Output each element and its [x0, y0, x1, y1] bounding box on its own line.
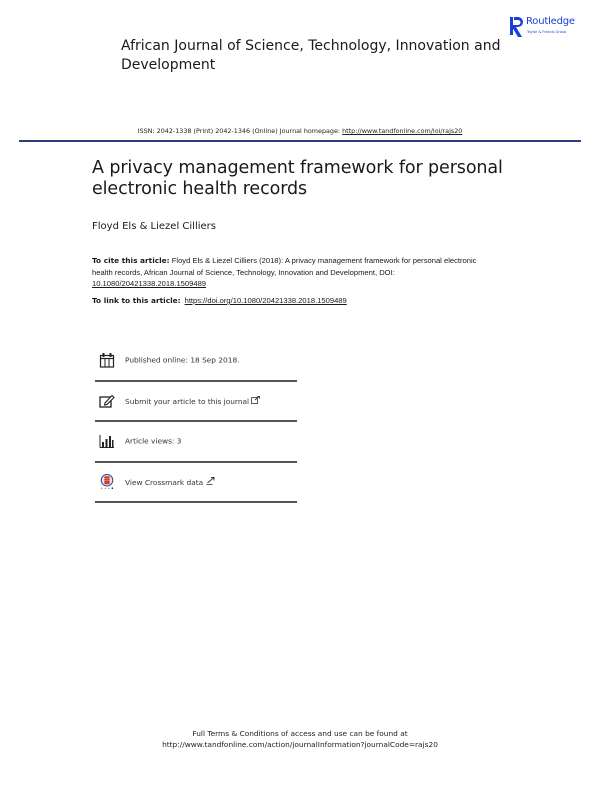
journal-homepage-link[interactable]: http://www.tandfonline.com/loi/rajs20: [342, 127, 463, 135]
link-label: To link to this article:: [92, 296, 181, 305]
submit-article-row[interactable]: [96, 381, 297, 421]
bar-chart-icon: [99, 433, 115, 449]
terms-footer: [0, 728, 600, 750]
row-separator: [95, 501, 297, 503]
external-link-icon: [251, 396, 260, 404]
issn-line: [0, 127, 600, 135]
journal-title: African Journal of Science, Technology, Innovation and Development: [121, 38, 501, 73]
calendar-icon: [99, 352, 115, 368]
article-views-row: [96, 421, 297, 461]
published-online-text: Published online: 18 Sep 2018.: [125, 355, 240, 365]
article-authors: Floyd Els & Liezel Cilliers: [92, 221, 216, 232]
submit-article-link[interactable]: [125, 396, 260, 406]
publisher-name: Routledge: [526, 16, 575, 27]
doi-link[interactable]: 10.1080/20421338.2018.1509489: [92, 279, 207, 288]
citation-block: [92, 255, 492, 290]
article-url-link[interactable]: https://doi.org/10.1080/20421338.2018.1509489: [184, 296, 347, 305]
header-divider: [19, 140, 581, 142]
article-title: A privacy management framework for personal electronic health records: [92, 158, 503, 199]
submit-article-text: Submit your article to this journal: [125, 397, 250, 406]
published-online-row: [96, 340, 297, 380]
terms-url[interactable]: http://www.tandfonline.com/action/journalInformation?journalCode=rajs20: [162, 740, 438, 749]
edit-icon: [99, 393, 115, 409]
external-link-icon: [206, 477, 215, 485]
terms-text: Full Terms & Conditions of access and use can be found at: [192, 729, 408, 738]
crossmark-text: View Crossmark data: [125, 478, 204, 487]
routledge-r-icon: [510, 15, 524, 39]
cite-text: Floyd Els & Liezel Cilliers (2018): A privacy management framework for personal electronic health records, African Journal of Science, Technology, Innovation and Development, DOI:: [92, 256, 477, 277]
publisher-tagline: Taylor & Francis Group: [527, 30, 567, 34]
article-views-text: Article views: 3: [125, 436, 182, 446]
issn-text: ISSN: 2042-1338 (Print) 2042-1346 (Online) Journal homepage:: [137, 127, 343, 135]
crossmark-icon: [99, 474, 115, 490]
cite-label: To cite this article:: [92, 256, 170, 265]
crossmark-link[interactable]: [125, 477, 215, 487]
crossmark-row[interactable]: [96, 462, 297, 502]
routledge-logo: [510, 15, 600, 41]
article-link-line: [92, 296, 347, 305]
